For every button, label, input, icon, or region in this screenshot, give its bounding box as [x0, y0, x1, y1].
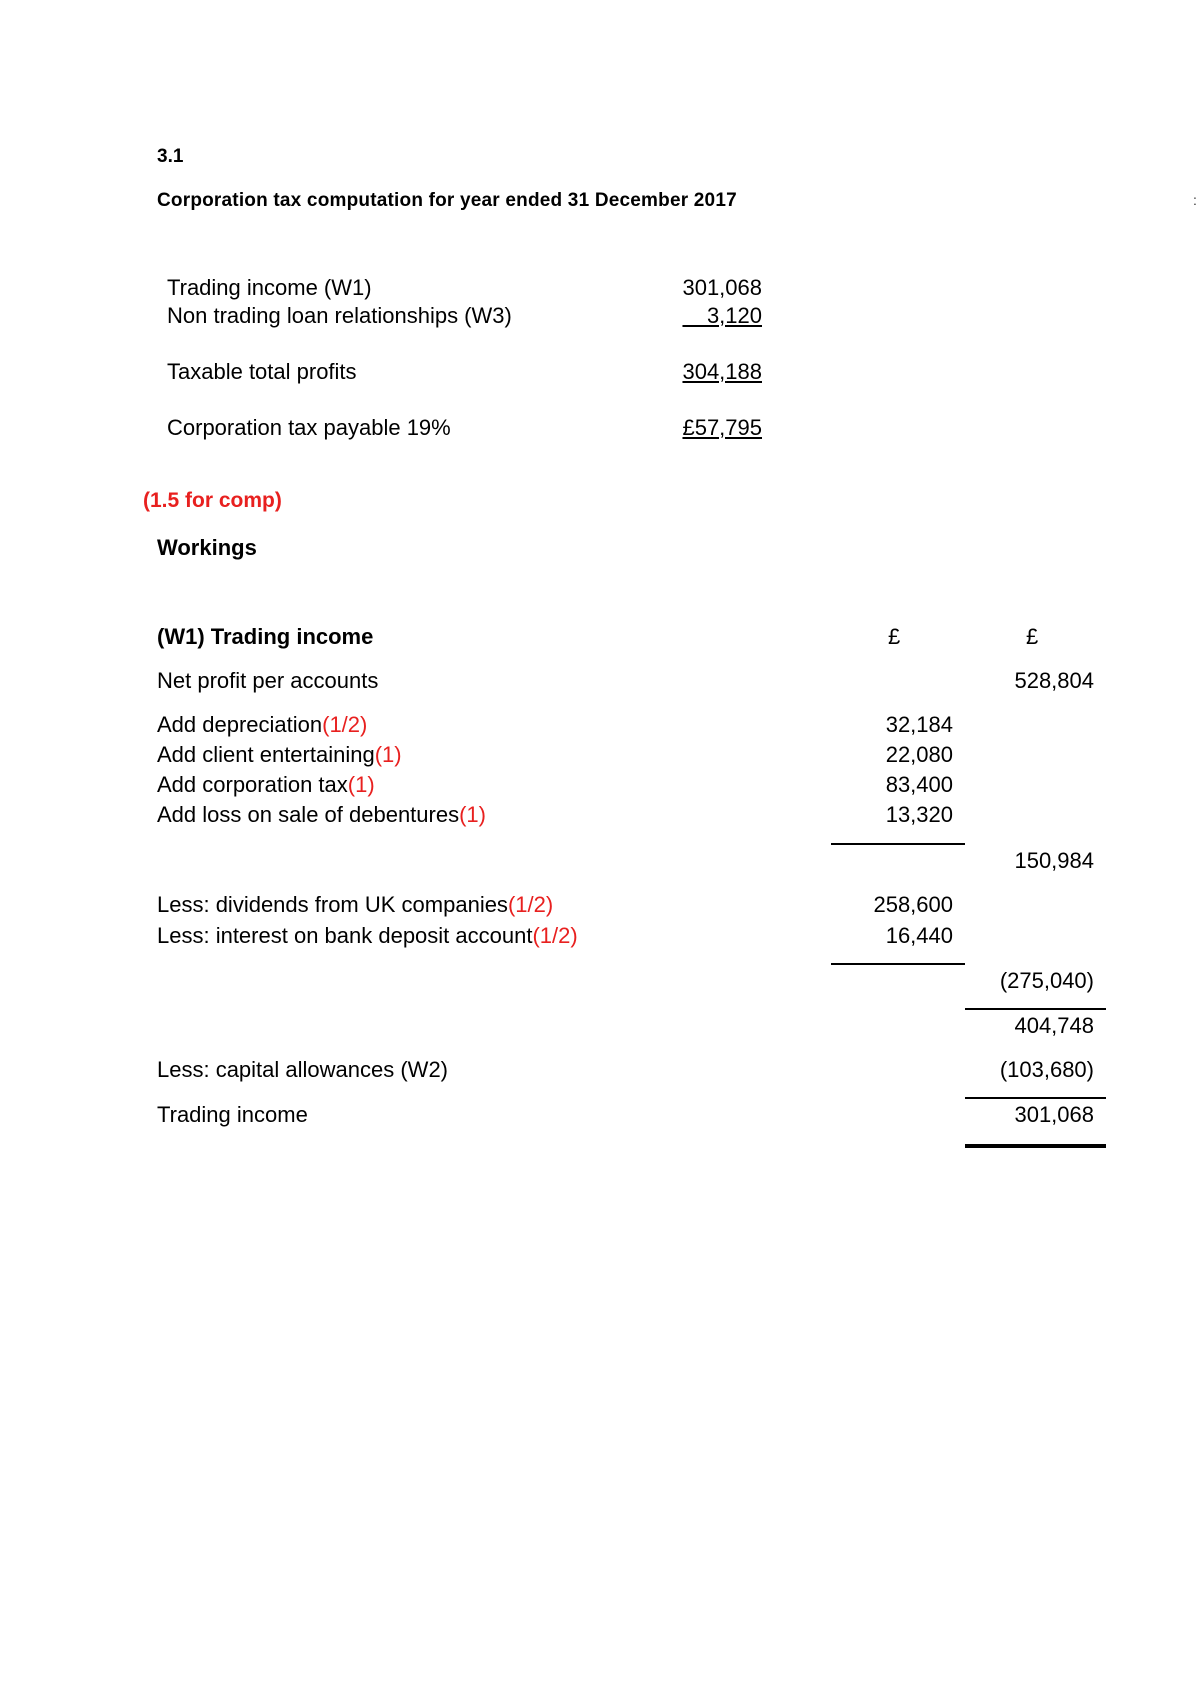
addition-row: Add depreciation(1/2)	[157, 712, 368, 737]
net-profit-value: 528,804	[1014, 668, 1094, 693]
section-number: 3.1	[157, 146, 184, 167]
additions-total: 150,984	[1014, 848, 1094, 873]
w1-heading: (W1) Trading income	[157, 624, 374, 649]
workings-heading: Workings	[157, 535, 257, 560]
addition-row: Add loss on sale of debentures(1)	[157, 802, 486, 827]
document-title: Corporation tax computation for year ended 31 December 2017	[157, 190, 737, 211]
capital-allowances-label: Less: capital allowances (W2)	[157, 1057, 449, 1082]
trading-income-value: 301,068	[1014, 1102, 1094, 1127]
subtotal-rule	[965, 1008, 1106, 1010]
comp-value-tax-payable: £57,795	[682, 415, 762, 440]
marks-comp-note: (1.5 for comp)	[143, 489, 282, 512]
comp-value-taxable-profits: 304,188	[682, 359, 762, 384]
comp-value-non-trading: 3,120	[706, 303, 762, 328]
subtotal-rule	[831, 963, 965, 965]
comp-label-non-trading: Non trading loan relationships (W3)	[167, 303, 512, 328]
mark-annotation: (1/2)	[322, 712, 368, 737]
net-profit-label: Net profit per accounts	[157, 668, 379, 693]
deductions-total: (275,040)	[999, 968, 1094, 993]
mark-annotation: (1)	[374, 742, 402, 767]
currency-col2-header: £	[1026, 624, 1039, 649]
total-double-rule	[965, 1144, 1106, 1148]
mark-annotation: (1)	[347, 772, 375, 797]
mark-annotation: (1/2)	[532, 923, 578, 948]
deduction-row: Less: dividends from UK companies(1/2)	[157, 892, 554, 917]
subtotal-rule	[965, 1097, 1106, 1099]
comp-label-tax-payable: Corporation tax payable 19%	[167, 415, 451, 440]
comp-value-trading-income: 301,068	[682, 275, 762, 300]
capital-allowances-value: (103,680)	[999, 1057, 1094, 1082]
addition-value: 13,320	[885, 802, 953, 827]
subtotal-value: 404,748	[1014, 1013, 1094, 1038]
addition-row: Add client entertaining(1)	[157, 742, 402, 767]
trading-income-label: Trading income	[157, 1102, 308, 1127]
addition-value: 83,400	[885, 772, 953, 797]
comp-label-taxable-profits: Taxable total profits	[167, 359, 357, 384]
mark-annotation: (1/2)	[507, 892, 554, 917]
deduction-value: 258,600	[873, 892, 953, 917]
mark-annotation: (1)	[459, 802, 486, 827]
addition-row: Add corporation tax(1)	[157, 772, 375, 797]
subtotal-rule	[831, 843, 965, 845]
currency-col1-header: £	[888, 624, 901, 649]
addition-value: 22,080	[885, 742, 953, 767]
deduction-value: 16,440	[885, 923, 953, 948]
edge-mark: :	[1193, 192, 1197, 208]
deduction-row: Less: interest on bank deposit account(1/2)	[157, 923, 578, 948]
addition-value: 32,184	[885, 712, 953, 737]
comp-label-trading-income: Trading income (W1)	[167, 275, 372, 300]
